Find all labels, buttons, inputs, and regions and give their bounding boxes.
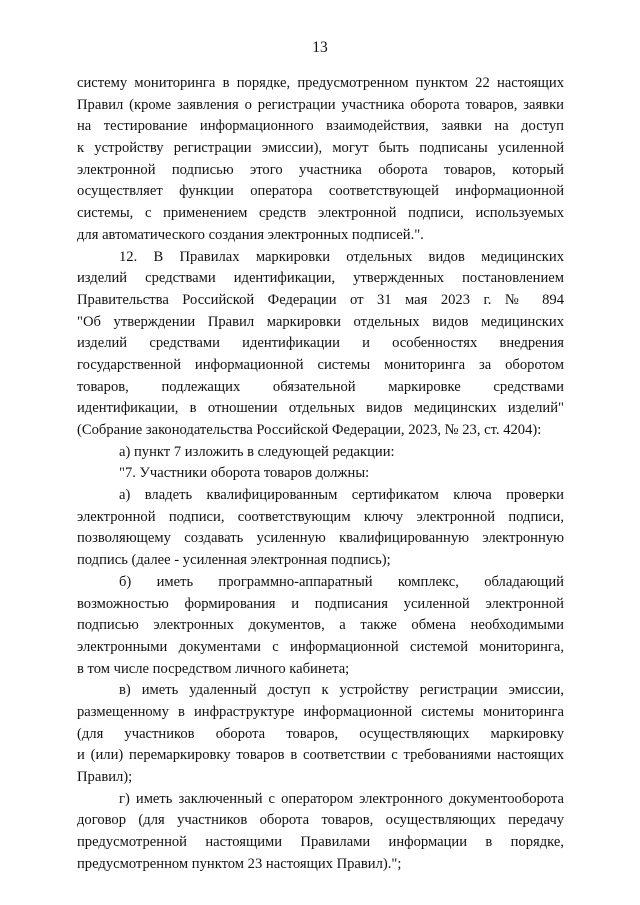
text-line: электронной подписью этого участника оборота товаров, который bbox=[77, 161, 564, 178]
text-line: (Собрание законодательства Российской Федерации, 2023, № 23, ст. 4204): bbox=[77, 422, 542, 438]
text-line: подпись (далее - усиленная электронная подпись); bbox=[77, 552, 391, 569]
text-line: размещенному в инфраструктуре информационной системы мониторинга bbox=[77, 703, 564, 720]
text-line: а) пункт 7 изложить в следующей редакции: bbox=[119, 443, 395, 460]
text-line: товаров, подлежащих обязательной маркировке средствами bbox=[77, 378, 564, 395]
document-body bbox=[77, 73, 564, 875]
text-line: "7. Участники оборота товаров должны: bbox=[119, 465, 370, 482]
text-line: возможностью формирования и подписания усиленной электронной bbox=[77, 595, 564, 612]
text-line: систему мониторинга в порядке, предусмотренном пунктом 22 настоящих bbox=[77, 75, 564, 91]
text-line: на тестирование информационного взаимодействия, заявки на доступ bbox=[77, 118, 564, 135]
text-line: позволяющему создавать усиленную квалифицированную электронную bbox=[77, 530, 564, 547]
text-line: в том числе посредством личного кабинета; bbox=[77, 660, 350, 677]
text-line: г) иметь заключенный с оператором электронного документооборота bbox=[119, 790, 564, 807]
text-line: (для участников оборота товаров, осуществляющих маркировку bbox=[77, 725, 564, 742]
text-line: предусмотренной настоящими Правилами информации в порядке, bbox=[77, 834, 564, 851]
text-line: 12. В Правилах маркировки отдельных видов медицинских bbox=[119, 248, 564, 265]
text-line: к устройству регистрации эмиссии), могут быть подписаны усиленной bbox=[77, 140, 564, 157]
page-number: 13 bbox=[312, 39, 328, 56]
text-line: и (или) перемаркировку товаров в соответствии с требованиями настоящих bbox=[77, 747, 564, 764]
text-line: Правительства Российской Федерации от 31 мая 2023 г. № 894 bbox=[77, 291, 564, 308]
text-line: осуществляет функции оператора соответствующей информационной bbox=[77, 183, 564, 200]
text-line: изделий средствами идентификации и особенностях внедрения bbox=[77, 335, 564, 352]
text-line: системы, с применением средств электронной подписи, используемых bbox=[77, 205, 564, 222]
text-line: Правил); bbox=[77, 769, 133, 785]
text-line: изделий средствами идентификации, утвержденных постановлением bbox=[77, 270, 564, 287]
text-line: электронной подписи, соответствующим ключу электронной подписи, bbox=[77, 508, 564, 525]
text-line: электронными документами с информационной системой мониторинга, bbox=[77, 638, 564, 655]
text-line: государственной информационной системы мониторинга за оборотом bbox=[77, 356, 564, 373]
text-line: Правил (кроме заявления о регистрации участника оборота товаров, заявки bbox=[77, 96, 564, 113]
text-line: б) иметь программно-аппаратный комплекс, обладающий bbox=[119, 573, 564, 590]
text-line: для автоматического создания электронных подписей.". bbox=[77, 226, 424, 243]
text-line: "Об утверждении Правил маркировки отдельных видов медицинских bbox=[77, 313, 564, 330]
text-line: договор (для участников оборота товаров, осуществляющих передачу bbox=[77, 812, 564, 829]
text-line: подписью электронных документов, а также обмена необходимыми bbox=[77, 617, 564, 634]
text-line: идентификации, в отношении отдельных видов медицинских изделий" bbox=[77, 400, 564, 417]
text-line: а) владеть квалифицированным сертификатом ключа проверки bbox=[119, 487, 564, 504]
text-line: предусмотренном пунктом 23 настоящих Правил)."; bbox=[77, 855, 402, 872]
text-line: в) иметь удаленный доступ к устройству регистрации эмиссии, bbox=[119, 682, 564, 699]
